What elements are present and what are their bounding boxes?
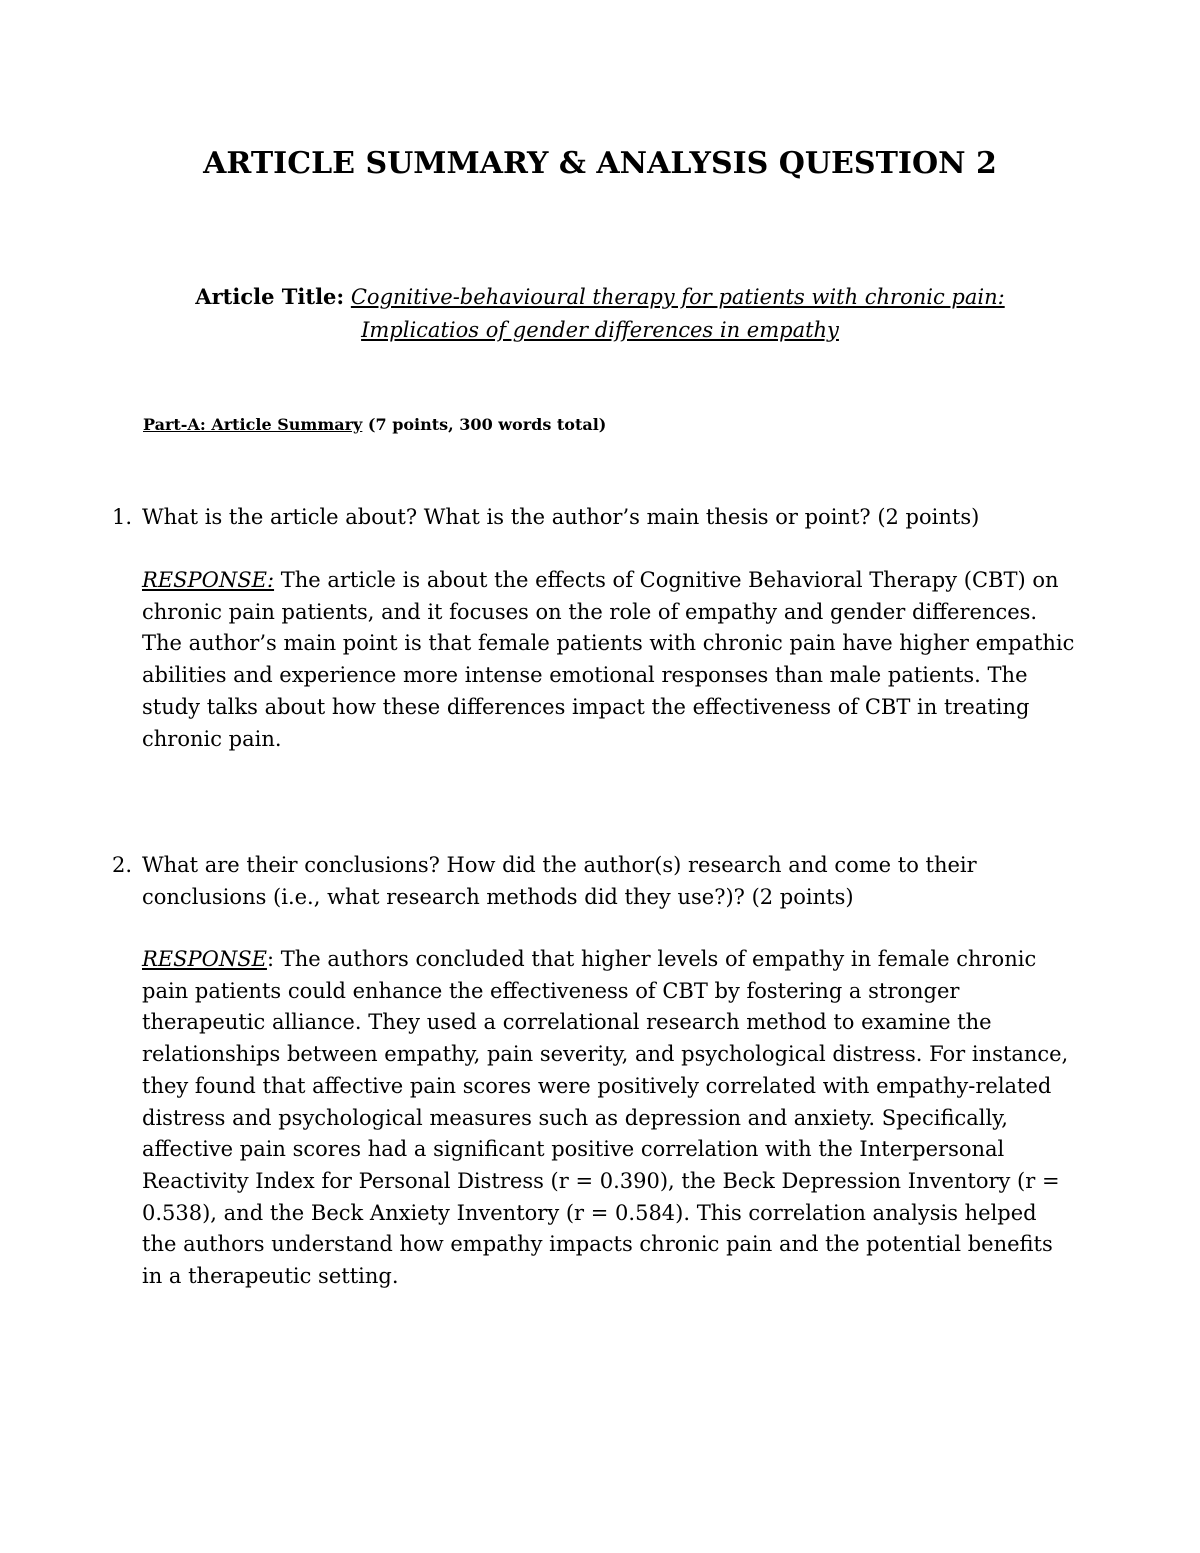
- question-2: [112, 850, 1072, 913]
- article-title-label: Article Title:: [195, 284, 345, 309]
- article-title-line2: Implicatios of gender differences in empathy: [361, 318, 839, 342]
- article-title-line1: Cognitive-behavioural therapy for patients with chronic pain:: [350, 285, 1005, 309]
- response-1: [142, 565, 1077, 755]
- question-text: What is the article about? What is the author’s main thesis or point? (2 points): [142, 505, 980, 529]
- response-text: : The authors concluded that higher levels of empathy in female chronic pain patients could enhance the effectiveness of CBT by fostering a stronger therapeutic alliance. They used a correlational research method to examine the relationships between empathy, pain severity, and psychological distress. For instance, they found that affective pain scores were positively correlated with empathy-related distress and psychological measures such as depression and anxiety. Specifically, affective pain scores had a significant positive correlation with the Interpersonal Reactivity Index for Personal Distress (r = 0.390), the Beck Depression Inventory (r = 0.538), and the Beck Anxiety Inventory (r = 0.584). This correlation analysis helped the authors understand how empathy impacts chronic pain and the potential benefits in a therapeutic setting.: [142, 947, 1069, 1289]
- response-2: [142, 944, 1077, 1293]
- page-title: ARTICLE SUMMARY & ANALYSIS QUESTION 2: [203, 146, 997, 181]
- response-label: RESPONSE:: [142, 568, 275, 592]
- question-number: 2.: [112, 853, 133, 877]
- question-1: [112, 502, 1072, 534]
- article-title-block: [100, 280, 1100, 347]
- response-label: RESPONSE: [142, 947, 267, 971]
- response-text: The article is about the effects of Cognitive Behavioral Therapy (CBT) on chronic pain patients, and it focuses on the role of empathy and gender differences. The author’s main point is that female patients with chronic pain have higher empathic abilities and experience more intense emotional responses than male patients. The study talks about how these differences impact the effectiveness of CBT in treating chronic pain.: [142, 568, 1075, 751]
- part-a-heading-label: Part-A: Article Summary: [143, 415, 363, 434]
- question-number: 1.: [112, 505, 133, 529]
- part-a-heading-points: (7 points, 300 words total): [362, 415, 607, 434]
- question-text: What are their conclusions? How did the author(s) research and come to their conclusions (i.e., what research methods did they use?)? (2 points): [142, 853, 977, 909]
- part-a-heading: [143, 411, 606, 439]
